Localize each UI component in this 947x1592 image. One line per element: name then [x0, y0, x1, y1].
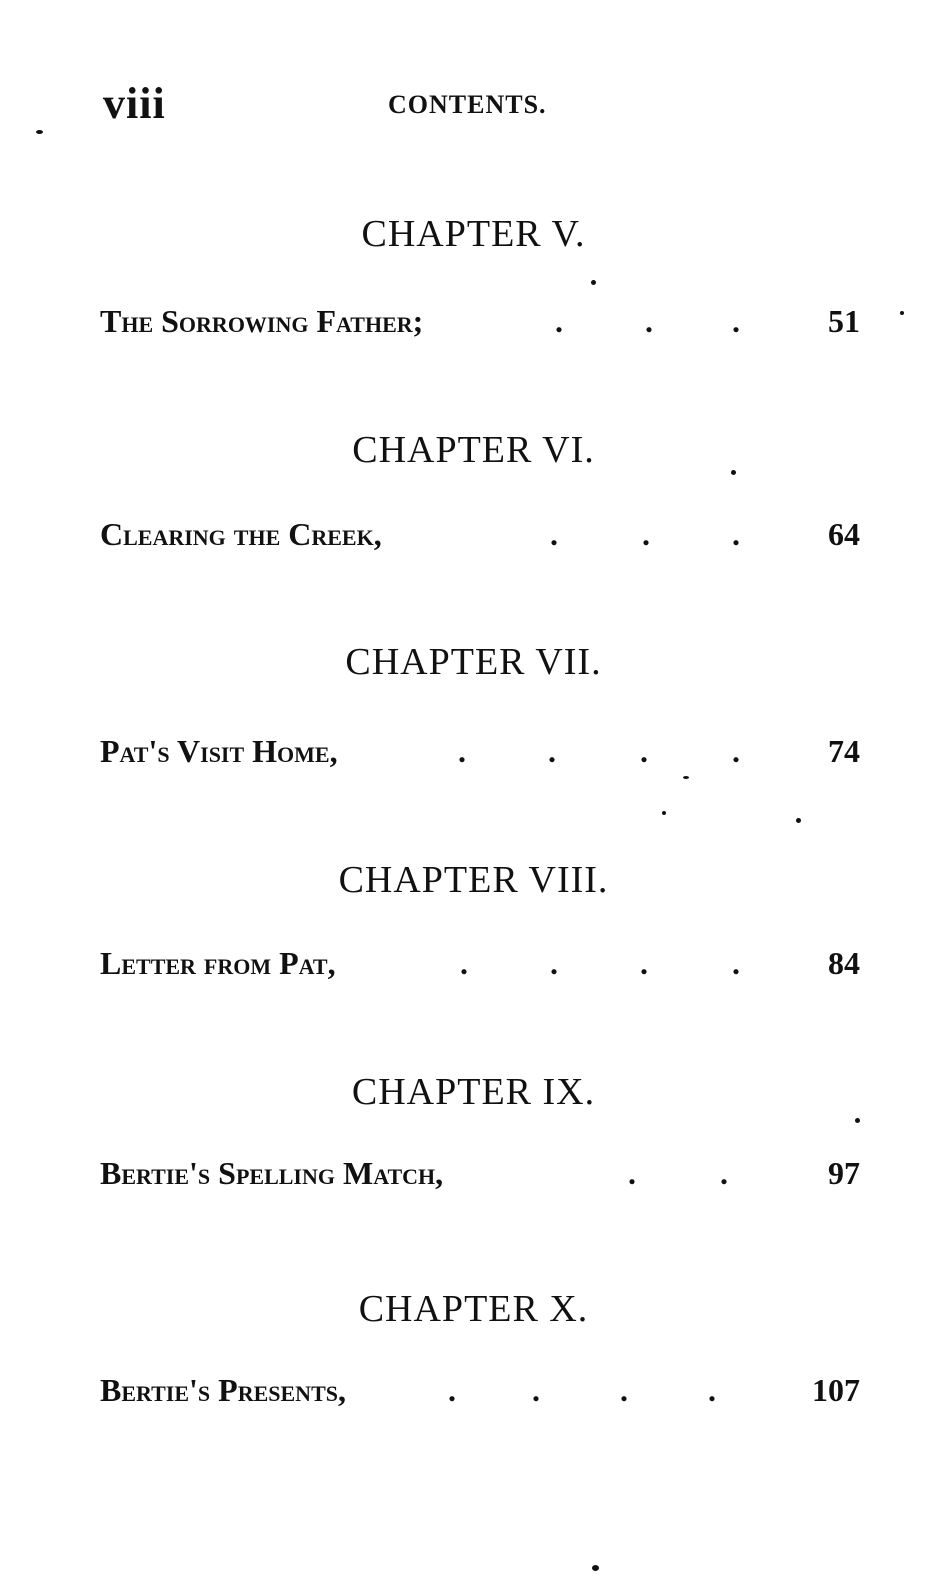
print-speck [662, 811, 666, 815]
entry-title: Clearing the Creek, [100, 516, 382, 552]
entry-title: The Sorrowing Father; [100, 303, 424, 339]
entry-title: Pat's Visit Home, [100, 733, 338, 769]
toc-entry [100, 1372, 860, 1412]
toc-entry [100, 1155, 860, 1195]
entry-page-number: 64 [828, 516, 860, 552]
chapter-heading: CHAPTER IX. [351, 1071, 596, 1113]
leader-dot: . [708, 1372, 716, 1408]
leader-dot: . [732, 303, 740, 339]
leader-dot: . [640, 733, 648, 769]
toc-entry [100, 945, 860, 985]
leader-dot: . [720, 1155, 728, 1191]
print-speck [36, 130, 43, 134]
toc-entry [100, 303, 860, 343]
leader-dot: . [732, 733, 740, 769]
page-number: viii [103, 79, 166, 128]
print-speck [683, 776, 689, 779]
running-head: CONTENTS. [388, 90, 547, 119]
leader-dot: . [460, 945, 468, 981]
leader-dot: . [448, 1372, 456, 1408]
entry-page-number: 97 [828, 1155, 860, 1191]
entry-page-number: 84 [828, 945, 860, 981]
leader-dot: . [550, 945, 558, 981]
chapter-heading: CHAPTER VII. [345, 641, 602, 683]
print-speck [591, 280, 596, 285]
chapter-heading: CHAPTER V. [361, 213, 586, 255]
entry-page-number: 74 [828, 733, 860, 769]
toc-entry [100, 733, 860, 773]
leader-dot: . [458, 733, 466, 769]
entry-page-number: 107 [812, 1372, 860, 1408]
leader-dot: . [548, 733, 556, 769]
leader-dot: . [732, 516, 740, 552]
print-speck [900, 311, 904, 315]
chapter-heading: CHAPTER X. [358, 1288, 589, 1330]
entry-title: Letter from Pat, [100, 945, 336, 981]
entry-title: Bertie's Presents, [100, 1372, 346, 1408]
leader-dot: . [640, 945, 648, 981]
leader-dot: . [628, 1155, 636, 1191]
chapter-heading: CHAPTER VI. [352, 429, 595, 471]
leader-dot: . [532, 1372, 540, 1408]
entry-page-number: 51 [828, 303, 860, 339]
toc-entry [100, 516, 860, 556]
leader-dot: . [555, 303, 563, 339]
leader-dot: . [620, 1372, 628, 1408]
print-speck [855, 1118, 860, 1123]
entry-title: Bertie's Spelling Match, [100, 1155, 444, 1191]
print-speck [796, 818, 801, 823]
leader-dot: . [732, 945, 740, 981]
leader-dot: . [550, 516, 558, 552]
leader-dot: . [645, 303, 653, 339]
chapter-heading: CHAPTER VIII. [338, 859, 609, 901]
leader-dot: . [642, 516, 650, 552]
print-speck [592, 1565, 599, 1571]
print-speck [731, 470, 736, 475]
